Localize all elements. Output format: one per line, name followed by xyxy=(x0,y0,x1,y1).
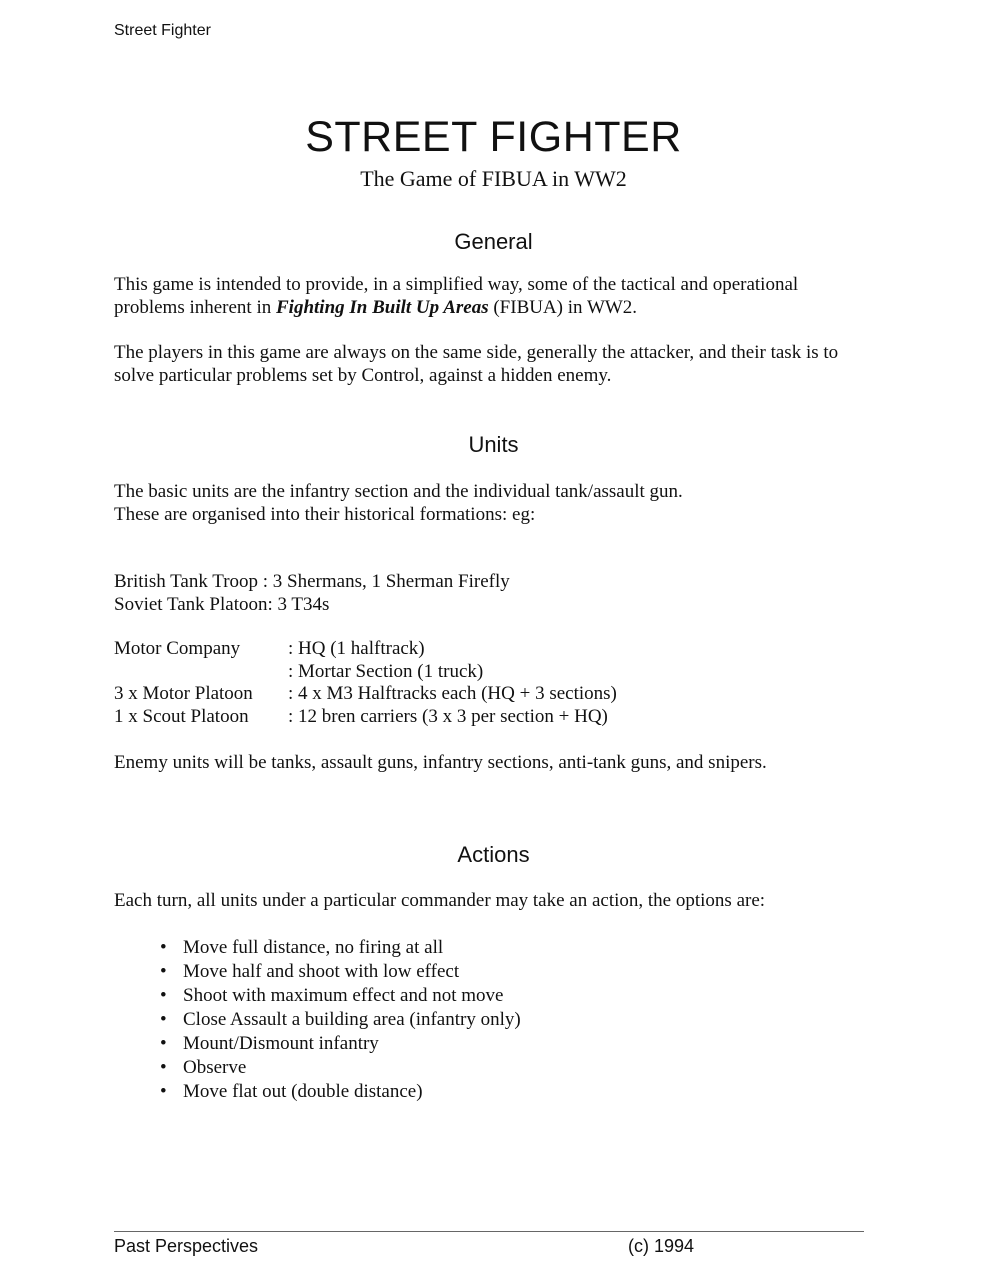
tank-formations xyxy=(114,570,510,616)
list-item xyxy=(160,960,521,984)
formation-unit: 1 x Scout Platoon xyxy=(114,706,249,727)
paragraph-line: These are organised into their historical formations: eg: xyxy=(114,504,536,525)
paragraph-line: The players in this game are always on the same side, generally the attacker, and their task is to xyxy=(114,342,839,363)
formation-unit: 3 x Motor Platoon xyxy=(114,683,253,704)
list-item xyxy=(160,1056,521,1080)
paragraph-line: solve particular problems set by Control, against a hidden enemy. xyxy=(114,365,612,386)
footer-divider xyxy=(114,1231,864,1232)
action-option: Move half and shoot with low effect xyxy=(183,961,460,982)
footer-publisher: Past Perspectives xyxy=(114,1236,259,1256)
list-item xyxy=(160,1008,521,1032)
actions-intro: Each turn, all units under a particular commander may take an action, the options are: xyxy=(114,890,766,911)
formation-detail: : 12 bren carriers (3 x 3 per section + HQ) xyxy=(288,706,608,727)
general-paragraph-2 xyxy=(114,341,838,387)
formation-line: British Tank Troop : 3 Shermans, 1 Sherman Firefly xyxy=(114,571,510,592)
action-option: Close Assault a building area (infantry only) xyxy=(183,1009,521,1030)
bullet-icon: • xyxy=(160,1081,167,1102)
bullet-icon: • xyxy=(160,961,167,982)
bullet-icon: • xyxy=(160,1009,167,1030)
units-paragraph-1 xyxy=(114,480,683,526)
action-options-list xyxy=(160,936,521,1104)
formation-detail: : 4 x M3 Halftracks each (HQ + 3 sections) xyxy=(288,683,617,704)
section-heading-actions: Actions xyxy=(457,842,530,867)
text-run: (FIBUA) in WW2. xyxy=(488,297,638,318)
action-option: Observe xyxy=(183,1057,247,1078)
list-item xyxy=(160,936,521,960)
formation-line: Soviet Tank Platoon: 3 T34s xyxy=(114,594,330,615)
bullet-icon: • xyxy=(160,937,167,958)
emphasis-fibua: Fighting In Built Up Areas xyxy=(276,297,489,318)
section-heading-units: Units xyxy=(468,432,519,457)
document-subtitle: The Game of FIBUA in WW2 xyxy=(360,166,627,191)
list-item xyxy=(160,1080,521,1104)
action-option: Move flat out (double distance) xyxy=(183,1081,423,1102)
document-title: STREET FIGHTER xyxy=(305,113,682,161)
action-option: Move full distance, no firing at all xyxy=(183,937,444,958)
bullet-icon: • xyxy=(160,1033,167,1054)
section-heading-general: General xyxy=(454,229,533,254)
list-item xyxy=(160,984,521,1008)
formation-detail: : HQ (1 halftrack) xyxy=(288,638,425,659)
paragraph-line xyxy=(114,296,798,319)
bullet-icon: • xyxy=(160,1057,167,1078)
paragraph-line: This game is intended to provide, in a simplified way, some of the tactical and operational xyxy=(114,274,799,295)
formation-detail: : Mortar Section (1 truck) xyxy=(288,661,484,682)
formation-unit: Motor Company xyxy=(114,638,241,659)
running-header: Street Fighter xyxy=(114,22,211,39)
footer-copyright: (c) 1994 xyxy=(628,1236,695,1256)
text-run: problems inherent in xyxy=(114,297,276,318)
action-option: Mount/Dismount infantry xyxy=(183,1033,379,1054)
list-item xyxy=(160,1032,521,1056)
action-option: Shoot with maximum effect and not move xyxy=(183,985,504,1006)
paragraph-line: The basic units are the infantry section and the individual tank/assault gun. xyxy=(114,481,683,502)
general-paragraph-1 xyxy=(114,273,798,319)
enemy-units-paragraph: Enemy units will be tanks, assault guns, infantry sections, anti-tank guns, and snipers. xyxy=(114,752,767,773)
bullet-icon: • xyxy=(160,985,167,1006)
